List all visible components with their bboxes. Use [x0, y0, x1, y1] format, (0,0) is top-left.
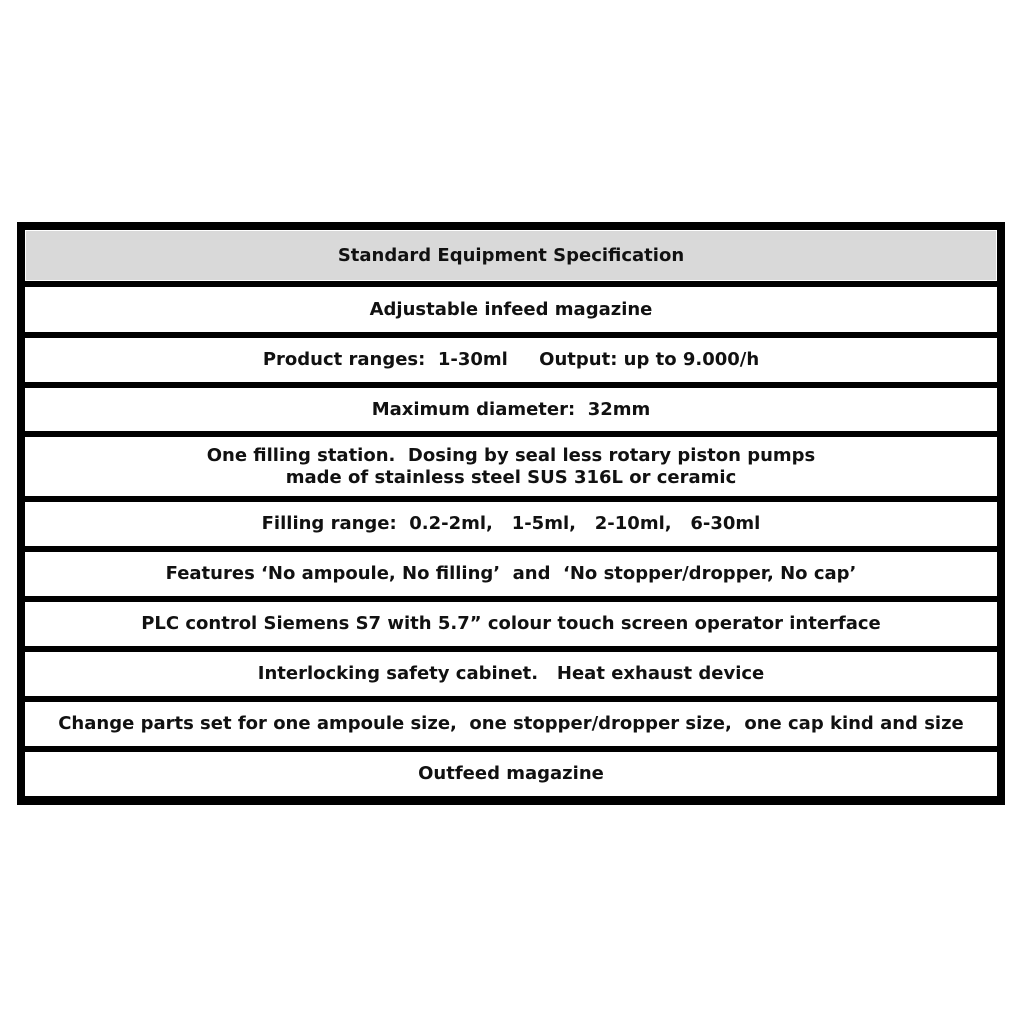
table-header	[25, 230, 997, 281]
table-row	[25, 502, 997, 546]
row-text: Features ‘No ampoule, No filling’ and ‘No stopper/dropper, No cap’	[165, 563, 857, 584]
row-text: Maximum diameter: 32mm	[371, 398, 651, 420]
table-row	[25, 602, 997, 646]
table-row	[25, 702, 997, 746]
row-text: Product ranges: 1-30ml Output: up to 9.000/h	[262, 349, 760, 370]
table-row	[25, 388, 997, 431]
table-row	[25, 287, 997, 332]
table-row	[25, 338, 997, 382]
row-text: One filling station. Dosing by seal less rotary piston pumps made of stainless steel SUS 316L or ceramic	[206, 444, 816, 488]
row-text: Change parts set for one ampoule size, one stopper/dropper size, one cap kind and size	[58, 713, 964, 734]
row-text: Interlocking safety cabinet. Heat exhaust device	[257, 663, 765, 684]
row-text: Outfeed magazine	[418, 763, 604, 784]
spec-table	[17, 222, 1005, 805]
table-row	[25, 752, 997, 796]
table-row	[25, 437, 997, 496]
row-text: Filling range: 0.2-2ml, 1-5ml, 2-10ml, 6-30ml	[261, 513, 761, 534]
table-row	[25, 652, 997, 696]
header-text: Standard Equipment Specification	[337, 244, 685, 266]
row-text: PLC control Siemens S7 with 5.7” colour touch screen operator interface	[141, 613, 881, 634]
table-row	[25, 552, 997, 596]
row-text: Adjustable infeed magazine	[369, 298, 653, 320]
